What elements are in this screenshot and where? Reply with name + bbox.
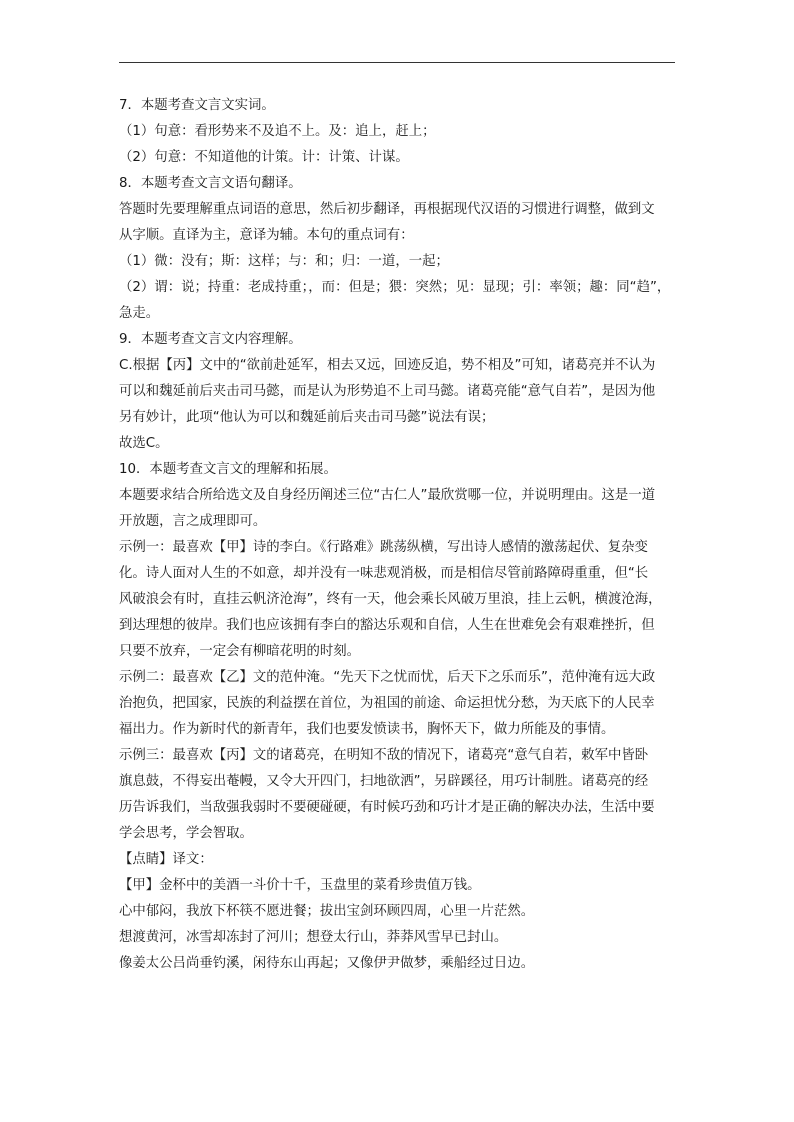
- text-line: （2）句意：不知道他的计策。计：计策、计谋。: [119, 150, 409, 165]
- text-line: 像姜太公吕尚垂钓溪，闲待东山再起；又像伊尹做梦，乘船经过日边。: [119, 956, 535, 971]
- text-line: 另有妙计，此项“他认为可以和魏延前后夹击司马懿”说法有误；: [119, 410, 495, 425]
- text-line: 本题要求结合所给选文及自身经历阐述三位“古仁人”最欣赏哪一位，并说明理由。这是一道: [119, 488, 656, 503]
- text-line: 历告诉我们，当敌强我弱时不要硬碰硬，有时候巧劲和巧计才是正确的解决办法，生活中要: [119, 800, 655, 815]
- text-line: 【甲】金杯中的美酒一斗价十千，玉盘里的菜肴珍贵值万钱。: [119, 878, 481, 893]
- text-line: 想渡黄河，冰雪却冻封了河川；想登太行山，莽莽风雪早已封山。: [119, 930, 508, 945]
- text-line: 福出力。作为新时代的新青年，我们也要发愤读书，胸怀天下，做力所能及的事情。: [119, 722, 615, 737]
- header-divider: [119, 62, 675, 63]
- text-line: 化。诗人面对人生的不如意，却并没有一味悲观消极，而是相信尽管前路障碍重重，但“长: [119, 566, 649, 581]
- text-line: 学会思考，学会智取。: [119, 826, 253, 841]
- text-line: 到达理想的彼岸。我们也应该拥有李白的豁达乐观和自信，人生在世难免会有艰难挫折，但: [119, 618, 655, 633]
- text-line: 可以和魏延前后夹击司马懿，而是认为形势追不上司马懿。诸葛亮能“意气自若”，是因为他: [119, 384, 656, 399]
- text-line: 开放题，言之成理即可。: [119, 514, 267, 529]
- text-line: 答题时先要理解重点词语的意思，然后初步翻译，再根据现代汉语的习惯进行调整，做到文: [119, 202, 655, 217]
- text-line: 心中郁闷，我放下杯筷不愿进餐；拔出宝剑环顾四周，心里一片茫然。: [119, 904, 535, 919]
- text-line: 8．本题考查文言文语句翻译。: [119, 176, 302, 191]
- text-line: 9．本题考查文言文内容理解。: [119, 332, 302, 347]
- text-line: 【点睛】译文：: [119, 852, 213, 867]
- text-line: 故选C。: [119, 436, 169, 451]
- text-line: 从字顺。直译为主，意译为辅。本句的重点词有：: [119, 228, 414, 243]
- text-line: 急走。: [119, 306, 160, 321]
- text-line: C.根据【丙】文中的“欲前赴延军，相去又远，回迹反追，势不相及”可知，诸葛亮并不认为: [119, 358, 656, 373]
- text-line: 10．本题考查文言文的理解和拓展。: [119, 462, 337, 477]
- text-line: 旗息鼓，不得妄出菴幔，又令大开四门，扫地欲洒”，另辟蹊径，用巧计制胜。诸葛亮的经: [119, 774, 649, 789]
- text-line: 示例二：最喜欢【乙】文的范仲淹。“先天下之忧而忧，后天下之乐而乐”，范仲淹有远大政: [119, 670, 656, 685]
- text-line: 7．本题考查文言文实词。: [119, 98, 275, 113]
- text-line: 只要不放弃，一定会有柳暗花明的时刻。: [119, 644, 361, 659]
- text-line: （2）谓：说；持重：老成持重；，而：但是；猥：突然；见：显现；引：率领；趣：同“趋”，: [119, 280, 671, 295]
- document-body: [119, 93, 679, 977]
- text-line: 风破浪会有时，直挂云帆济沧海”，终有一天，他会乘长风破万里浪，挂上云帆，横渡沧海，: [119, 592, 662, 607]
- text-line: 示例一：最喜欢【甲】诗的李白。《行路难》跳荡纵横，写出诗人感情的激荡起伏、复杂变: [119, 540, 648, 555]
- text-line: 治抱负，把国家，民族的利益摆在首位，为祖国的前途、命运担忧分愁，为天底下的人民幸: [119, 696, 655, 711]
- text-line: 示例三：最喜欢【丙】文的诸葛亮，在明知不敌的情况下，诸葛亮“意气自若，敕军中皆卧: [119, 748, 649, 763]
- text-line: （1）句意：看形势来不及追不上。及：追上，赶上；: [119, 124, 436, 139]
- text-line: （1）微：没有；斯：这样；与：和；归：一道，一起；: [119, 254, 449, 269]
